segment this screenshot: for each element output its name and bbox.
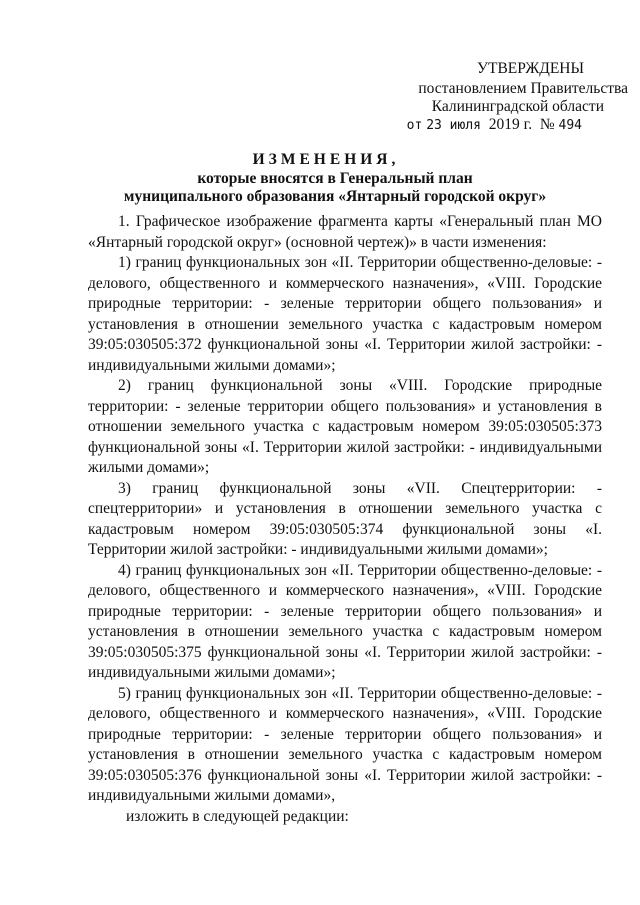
approval-title: УТВЕРЖДЕНЫ — [477, 60, 584, 77]
date-day-month: 23 июля — [426, 118, 481, 133]
approval-stamp — [0, 0, 640, 140]
decree-number: 494 — [558, 118, 582, 133]
paragraph-item-2: 2) границ функциональной зоны «VIII. Городские природные территории: - зеленые территории общего пользования» и установления в отношении земельного участка с кадастровым номером 39:05:030505:373 функциональной зоны «I. Территории жилой застройки: - индивидуальными жилыми домами»; — [88, 377, 602, 476]
document-body — [88, 212, 602, 827]
approval-region: Калининградской области — [431, 98, 604, 115]
heading-subtitle-line2: муниципального образования «Янтарный городской округ» — [123, 188, 547, 205]
paragraph-1: 1. Графическое изображение фрагмента карты «Генеральный план МО «Янтарный городской округ» (основной чертеж)» в части изменения: — [88, 213, 602, 251]
approval-date-number — [407, 116, 582, 135]
date-prefix: от — [406, 118, 423, 133]
paragraph-item-3: 3) границ функциональной зоны «VII. Спецтерритории: - спецтерритории» и установления в отношении земельного участка с кадастровым номером 39:05:030505:374 функциональной зоны «I. Территории жилой застройки: - индивидуальными жилыми домами»; — [88, 479, 602, 558]
paragraph-item-4: 4) границ функциональных зон «II. Территории общественно-деловые: - делового, общественного и коммерческого назначения», «VIII. Городские природные территории: - зеленые территории общего пользования» и установления в отношении земельного участка с кадастровым номером 39:05:030505:375 функциональной зоны «I. Территории жилой застройки: - индивидуальными жилыми домами»; — [88, 561, 602, 681]
approval-authority: постановлением Правительства — [418, 80, 628, 97]
paragraph-item-5: 5) границ функциональных зон «II. Территории общественно-деловые: - делового, общественного и коммерческого назначения», «VIII. Городские природные территории: - зеленые территории общего пользования» и установления в отношении земельного участка с кадастровым номером 39:05:030505:376 функциональной зоны «I. Территории жилой застройки: - индивидуальными жилыми домами», — [88, 684, 602, 804]
document-heading — [0, 151, 640, 207]
heading-subtitle-line1: которые вносятся в Генеральный план — [197, 169, 473, 187]
page-title: ИЗМЕНЕНИЯ, — [252, 151, 400, 168]
number-sign: № — [539, 116, 555, 133]
closing-line: изложить в следующей редакции: — [126, 807, 349, 825]
paragraph-item-1: 1) границ функциональных зон «II. Территории общественно-деловые: - делового, общественного и коммерческого назначения», «VIII. Городские природные территории: - зеленые территории общего пользования» и установления в отношении земельного участка с кадастровым номером 39:05:030505:372 функциональной зоны «I. Территории жилой застройки: - индивидуальными жилыми домами»; — [88, 254, 602, 374]
date-year: 2019 г. — [488, 116, 533, 133]
